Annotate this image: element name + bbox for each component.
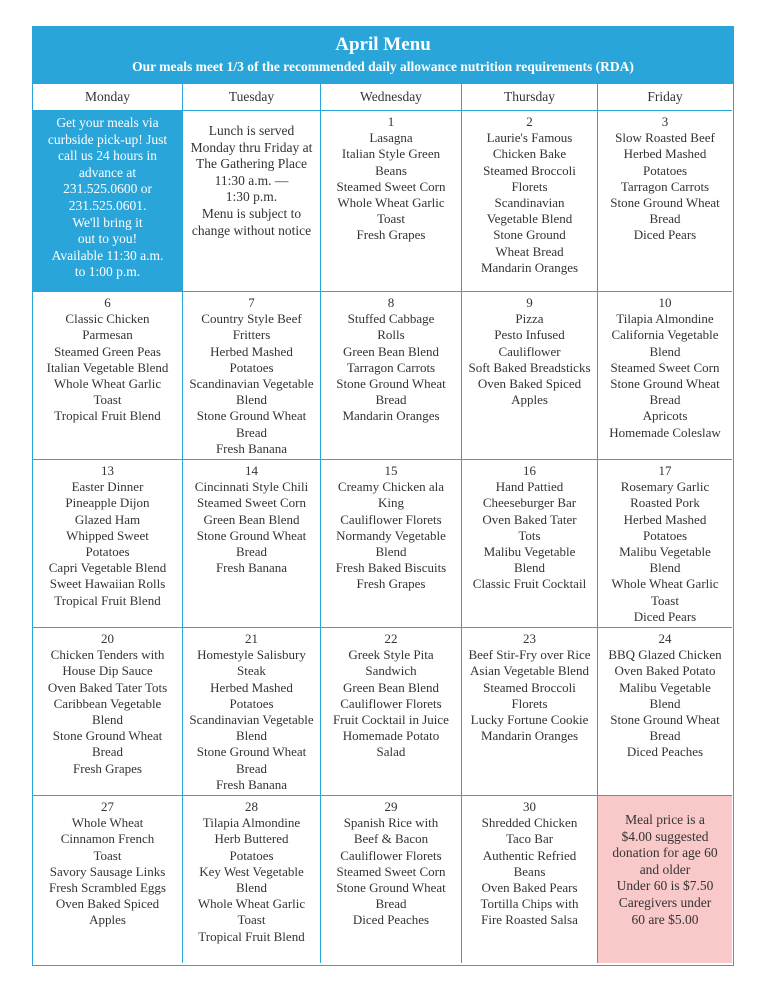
menu-item: Tropical Fruit Blend — [54, 408, 161, 424]
menu-item: Bread — [235, 760, 268, 776]
menu-item: Pesto Infused — [494, 327, 565, 343]
day-cell — [462, 460, 598, 628]
info-line: The Gathering Place — [196, 156, 307, 172]
info-line: 11:30 a.m. — — [214, 172, 289, 188]
menu-item: Mandarin Oranges — [480, 728, 579, 744]
day-number: 3 — [661, 114, 669, 129]
menu-item: Potatoes — [229, 847, 274, 863]
day-number: 1 — [387, 114, 395, 129]
menu-item: Oven Baked Pears — [481, 880, 578, 896]
day-cell — [598, 628, 732, 796]
menu-item: Apricots — [642, 408, 688, 424]
day-cell — [598, 111, 732, 292]
menu-item: Easter Dinner — [71, 479, 144, 495]
menu-item: Pineapple Dijon — [65, 495, 150, 511]
menu-item: Green Bean Blend — [203, 511, 300, 527]
day-cell — [462, 292, 598, 460]
menu-item: Fresh Grapes — [356, 227, 426, 243]
menu-item: Oven Baked Tater Tots — [47, 679, 168, 695]
menu-item: Glazed Ham — [74, 511, 141, 527]
info-line: Monday thru Friday at — [190, 139, 313, 155]
menu-item: Oven Baked Potato — [614, 663, 716, 679]
menu-item: Italian Vegetable Blend — [46, 359, 169, 375]
menu-item: California Vegetable — [611, 327, 719, 343]
day-number: 30 — [523, 799, 536, 814]
menu-item: Fresh Banana — [215, 440, 288, 456]
menu-item: Fresh Banana — [215, 560, 288, 576]
day-cell — [183, 292, 321, 460]
menu-item: Tilapia Almondine — [616, 311, 714, 327]
menu-item: Tots — [518, 527, 541, 543]
menu-item: Tropical Fruit Blend — [54, 592, 161, 608]
menu-item: Cauliflower Florets — [340, 695, 442, 711]
page-subtitle: Our meals meet 1/3 of the recommended daily allowance nutrition requirements (RDA) — [132, 59, 634, 74]
menu-item: Fresh Scrambled Eggs — [49, 880, 166, 896]
menu-item: Herbed Mashed — [623, 511, 707, 527]
menu-item: King — [378, 495, 404, 511]
day-cell — [33, 796, 183, 963]
menu-item: Italian Style Green — [341, 146, 441, 162]
menu-item: Soft Baked Breadsticks — [468, 359, 591, 375]
menu-item: Bread — [375, 896, 407, 912]
menu-item: Herbed Mashed — [210, 679, 293, 695]
menu-item: Oven Baked Spiced — [477, 376, 582, 392]
menu-item: Homestyle Salisbury — [197, 647, 306, 663]
day-cell — [321, 111, 462, 292]
menu-item: Mandarin Oranges — [480, 259, 579, 275]
day-cell — [321, 796, 462, 963]
menu-item: Stone Ground Wheat — [336, 880, 446, 896]
menu-item: Chicken Tenders with — [50, 647, 165, 663]
menu-item: Sweet Hawaiian Rolls — [49, 576, 166, 592]
menu-grid — [33, 84, 733, 963]
menu-item: Herbed Mashed — [623, 146, 707, 162]
menu-item: Whole Wheat Garlic — [611, 576, 719, 592]
menu-item: Diced Pears — [633, 608, 697, 624]
day-number: 27 — [101, 799, 114, 814]
menu-item: Tropical Fruit Blend — [198, 928, 305, 944]
menu-item: Potatoes — [85, 544, 130, 560]
menu-item: Fritters — [232, 327, 271, 343]
info-line: donation for age 60 — [612, 845, 718, 861]
day-cell — [462, 628, 598, 796]
day-number: 8 — [387, 295, 395, 310]
menu-item: Steamed Broccoli — [483, 162, 576, 178]
day-number: 22 — [384, 631, 398, 646]
menu-item: Vegetable Blend — [486, 211, 573, 227]
menu-item: Spanish Rice with — [343, 815, 439, 831]
menu-item: Florets — [511, 178, 548, 194]
menu-item: Bread — [649, 728, 681, 744]
menu-item: Steamed Sweet Corn — [196, 495, 307, 511]
day-number: 16 — [523, 463, 536, 478]
menu-item: Potatoes — [229, 695, 274, 711]
menu-item: Bread — [649, 392, 681, 408]
menu-item: Classic Fruit Cocktail — [472, 576, 587, 592]
day-cell — [598, 292, 732, 460]
menu-item: Homemade Coleslaw — [609, 424, 721, 440]
day-cell — [598, 460, 732, 628]
menu-item: Pizza — [515, 311, 544, 327]
day-cell — [33, 628, 183, 796]
menu-item: Malibu Vegetable — [619, 544, 711, 560]
menu-item: House Dip Sauce — [62, 663, 153, 679]
menu-item: Scandinavian Vegetable — [189, 376, 314, 392]
menu-item: Capri Vegetable Blend — [48, 560, 167, 576]
day-cell — [183, 628, 321, 796]
info-line: We'll bring it — [72, 214, 143, 230]
info-line: Meal price is a — [625, 812, 705, 827]
menu-item: Stuffed Cabbage — [347, 311, 435, 327]
menu-item: Scandinavian Vegetable — [189, 712, 314, 728]
menu-banner — [33, 27, 733, 84]
menu-item: Tarragon Carrots — [346, 359, 436, 375]
menu-item: Whole Wheat Garlic — [53, 376, 162, 392]
menu-item: Stone Ground Wheat — [610, 195, 720, 211]
day-cell — [462, 796, 598, 963]
menu-item: Steamed Green Peas — [54, 343, 161, 359]
menu-item: Country Style Beef — [201, 311, 302, 327]
menu-item: Cauliflower — [498, 343, 561, 359]
menu-item: Malibu Vegetable — [619, 679, 711, 695]
day-cell — [183, 460, 321, 628]
menu-item: Whole Wheat — [71, 815, 144, 831]
menu-item: Fresh Grapes — [73, 760, 142, 776]
menu-item: Blend — [375, 544, 407, 560]
menu-item: Rosemary Garlic — [620, 479, 710, 495]
info-line: 1:30 p.m. — [225, 189, 278, 205]
info-line: Lunch is served — [208, 123, 295, 138]
menu-item: Bread — [375, 392, 407, 408]
menu-item: Potatoes — [642, 527, 688, 543]
menu-item: Steamed Sweet Corn — [336, 178, 446, 194]
menu-item: Fruit Cocktail in Juice — [333, 712, 449, 728]
day-number: 7 — [248, 295, 255, 310]
menu-item: Beef Stir-Fry over Rice — [468, 647, 591, 663]
menu-item: Stone Ground Wheat — [52, 728, 163, 744]
menu-item: Key West Vegetable — [199, 863, 304, 879]
menu-item: Salad — [376, 744, 406, 760]
menu-item: Blend — [649, 560, 681, 576]
menu-item: Whole Wheat Garlic — [337, 195, 445, 211]
menu-item: Stone Ground Wheat — [196, 744, 307, 760]
menu-item: Taco Bar — [505, 831, 554, 847]
menu-item: Stone Ground Wheat — [336, 376, 446, 392]
menu-item: Blend — [649, 343, 681, 359]
menu-item: Shredded Chicken — [481, 815, 578, 831]
menu-item: Cheeseburger Bar — [482, 495, 577, 511]
menu-item: Fresh Baked Biscuits — [335, 560, 447, 576]
menu-item: Steak — [237, 663, 266, 679]
menu-item: Cinnamon French — [60, 831, 155, 847]
day-number: 15 — [384, 463, 398, 478]
menu-item: Sandwich — [365, 663, 417, 679]
menu-item: Tortilla Chips with — [480, 896, 579, 912]
page-title: April Menu — [335, 34, 431, 55]
menu-item: Rolls — [377, 327, 405, 343]
curbside-pickup-info — [33, 111, 183, 292]
info-line: out to you! — [77, 231, 138, 247]
menu-item: Normandy Vegetable — [336, 527, 446, 543]
menu-item: Fire Roasted Salsa — [481, 912, 578, 928]
day-cell — [183, 796, 321, 963]
info-line: Caregivers under — [618, 894, 712, 910]
menu-item: Malibu Vegetable — [483, 544, 576, 560]
info-line: Get your meals via — [56, 115, 159, 130]
day-number: 9 — [526, 295, 533, 310]
info-line: Under 60 is $7.50 — [616, 878, 714, 894]
day-cell — [321, 460, 462, 628]
day-number: 13 — [101, 463, 114, 478]
menu-item: Fresh Grapes — [356, 576, 426, 592]
menu-item: Creamy Chicken ala — [337, 479, 445, 495]
menu-item: Toast — [237, 912, 266, 928]
day-number: 10 — [658, 295, 672, 310]
menu-item: Whipped Sweet — [66, 527, 149, 543]
menu-item: Homemade Potato — [342, 728, 440, 744]
day-number: 29 — [384, 799, 398, 814]
menu-item: Blend — [649, 695, 681, 711]
menu-item: Roasted Pork — [630, 495, 700, 511]
day-header: Tuesday — [183, 84, 321, 111]
menu-item: Cauliflower Florets — [340, 847, 442, 863]
menu-item: Scandinavian — [494, 195, 565, 211]
menu-item: Green Bean Blend — [342, 679, 440, 695]
menu-item: Authentic Refried — [482, 847, 577, 863]
menu-item: Toast — [651, 592, 679, 608]
menu-item: Potatoes — [229, 359, 274, 375]
menu-item: Diced Pears — [633, 227, 697, 243]
day-number: 21 — [245, 631, 258, 646]
menu-item: Cauliflower Florets — [340, 511, 442, 527]
menu-item: Oven Baked Tater — [482, 511, 577, 527]
day-cell — [33, 292, 183, 460]
menu-item: Greek Style Pita — [348, 647, 434, 663]
menu-item: Stone Ground Wheat — [196, 408, 307, 424]
menu-item: Slow Roasted Beef — [615, 130, 715, 146]
menu-item: Blend — [235, 728, 268, 744]
info-line: curbside pick-up! Just — [47, 131, 168, 147]
menu-item: Herbed Mashed — [210, 343, 293, 359]
menu-item: Blend — [235, 392, 268, 408]
menu-item: Stone Ground Wheat — [610, 376, 720, 392]
menu-item: Toast — [93, 847, 122, 863]
menu-item: Stone Ground — [493, 227, 566, 243]
lunch-hours-info — [183, 111, 321, 292]
menu-item: Tilapia Almondine — [202, 815, 301, 831]
menu-item: Bread — [91, 744, 124, 760]
day-number: 28 — [245, 799, 258, 814]
info-line: change without notice — [191, 222, 312, 238]
menu-item: Beans — [375, 162, 407, 178]
day-cell — [321, 628, 462, 796]
menu-item: Whole Wheat Garlic — [197, 896, 306, 912]
info-line: 231.525.0601. — [68, 197, 147, 213]
day-header: Wednesday — [321, 84, 462, 111]
menu-item: Blend — [235, 880, 268, 896]
menu-item: Bread — [649, 211, 681, 227]
menu-item: Savory Sausage Links — [49, 863, 166, 879]
menu-item: Toast — [377, 211, 405, 227]
menu-item: Lucky Fortune Cookie — [470, 712, 589, 728]
menu-item: Chicken Bake — [492, 146, 567, 162]
menu-item: Apples — [511, 392, 548, 408]
menu-item: Blend — [513, 560, 546, 576]
menu-item: Wheat Bread — [495, 243, 564, 259]
menu-item: Stone Ground Wheat — [610, 712, 720, 728]
menu-calendar — [32, 26, 734, 966]
menu-item: Parmesan — [82, 327, 133, 343]
menu-item: Tarragon Carrots — [620, 178, 710, 194]
info-line: 60 are $5.00 — [631, 911, 699, 927]
day-number: 24 — [658, 631, 672, 646]
menu-item: Hand Pattied — [495, 479, 564, 495]
menu-item: Lasagna — [369, 130, 413, 146]
info-line: advance at — [78, 164, 137, 180]
menu-item: Asian Vegetable Blend — [470, 663, 589, 679]
menu-item: Beef & Bacon — [353, 831, 429, 847]
menu-item: Cincinnati Style Chili — [194, 479, 309, 495]
info-line: Available 11:30 a.m. — [51, 247, 164, 263]
day-number: 14 — [245, 463, 258, 478]
info-line: 231.525.0600 or — [63, 181, 152, 197]
day-header: Friday — [598, 84, 732, 111]
info-line: $4.00 suggested — [621, 828, 709, 844]
day-cell — [321, 292, 462, 460]
menu-item: Bread — [235, 544, 268, 560]
menu-item: Steamed Sweet Corn — [336, 863, 446, 879]
info-line: to 1:00 p.m. — [74, 264, 141, 280]
info-line: and older — [639, 861, 691, 877]
menu-item: Fresh Banana — [215, 776, 288, 792]
menu-item: Stone Ground Wheat — [196, 527, 307, 543]
menu-item: Apples — [89, 912, 126, 928]
menu-item: Beans — [513, 863, 546, 879]
day-cell — [462, 111, 598, 292]
day-cell — [33, 460, 183, 628]
day-number: 17 — [658, 463, 672, 478]
menu-item: Laurie's Famous — [486, 130, 573, 146]
menu-item: Toast — [93, 392, 122, 408]
menu-item: BBQ Glazed Chicken — [608, 647, 722, 663]
info-line: call us 24 hours in — [58, 148, 157, 164]
menu-item: Green Bean Blend — [342, 343, 440, 359]
menu-item: Steamed Sweet Corn — [610, 359, 720, 375]
menu-item: Caribbean Vegetable — [53, 695, 162, 711]
menu-item: Potatoes — [642, 162, 688, 178]
menu-item: Classic Chicken — [65, 311, 150, 327]
menu-item: Diced Peaches — [352, 912, 430, 928]
day-number: 23 — [523, 631, 536, 646]
menu-item: Oven Baked Spiced — [55, 896, 160, 912]
day-header: Monday — [33, 84, 183, 111]
menu-item: Mandarin Oranges — [342, 408, 440, 424]
menu-item: Diced Peaches — [626, 744, 704, 760]
menu-item: Blend — [91, 712, 124, 728]
menu-item: Steamed Broccoli — [483, 679, 576, 695]
day-number: 20 — [101, 631, 114, 646]
day-number: 2 — [526, 114, 533, 129]
day-header: Thursday — [462, 84, 598, 111]
meal-price-info — [598, 796, 732, 963]
menu-item: Bread — [235, 424, 268, 440]
day-number: 6 — [104, 295, 111, 310]
info-line: Menu is subject to — [201, 205, 302, 221]
menu-item: Herb Buttered — [214, 831, 289, 847]
menu-item: Florets — [511, 695, 548, 711]
